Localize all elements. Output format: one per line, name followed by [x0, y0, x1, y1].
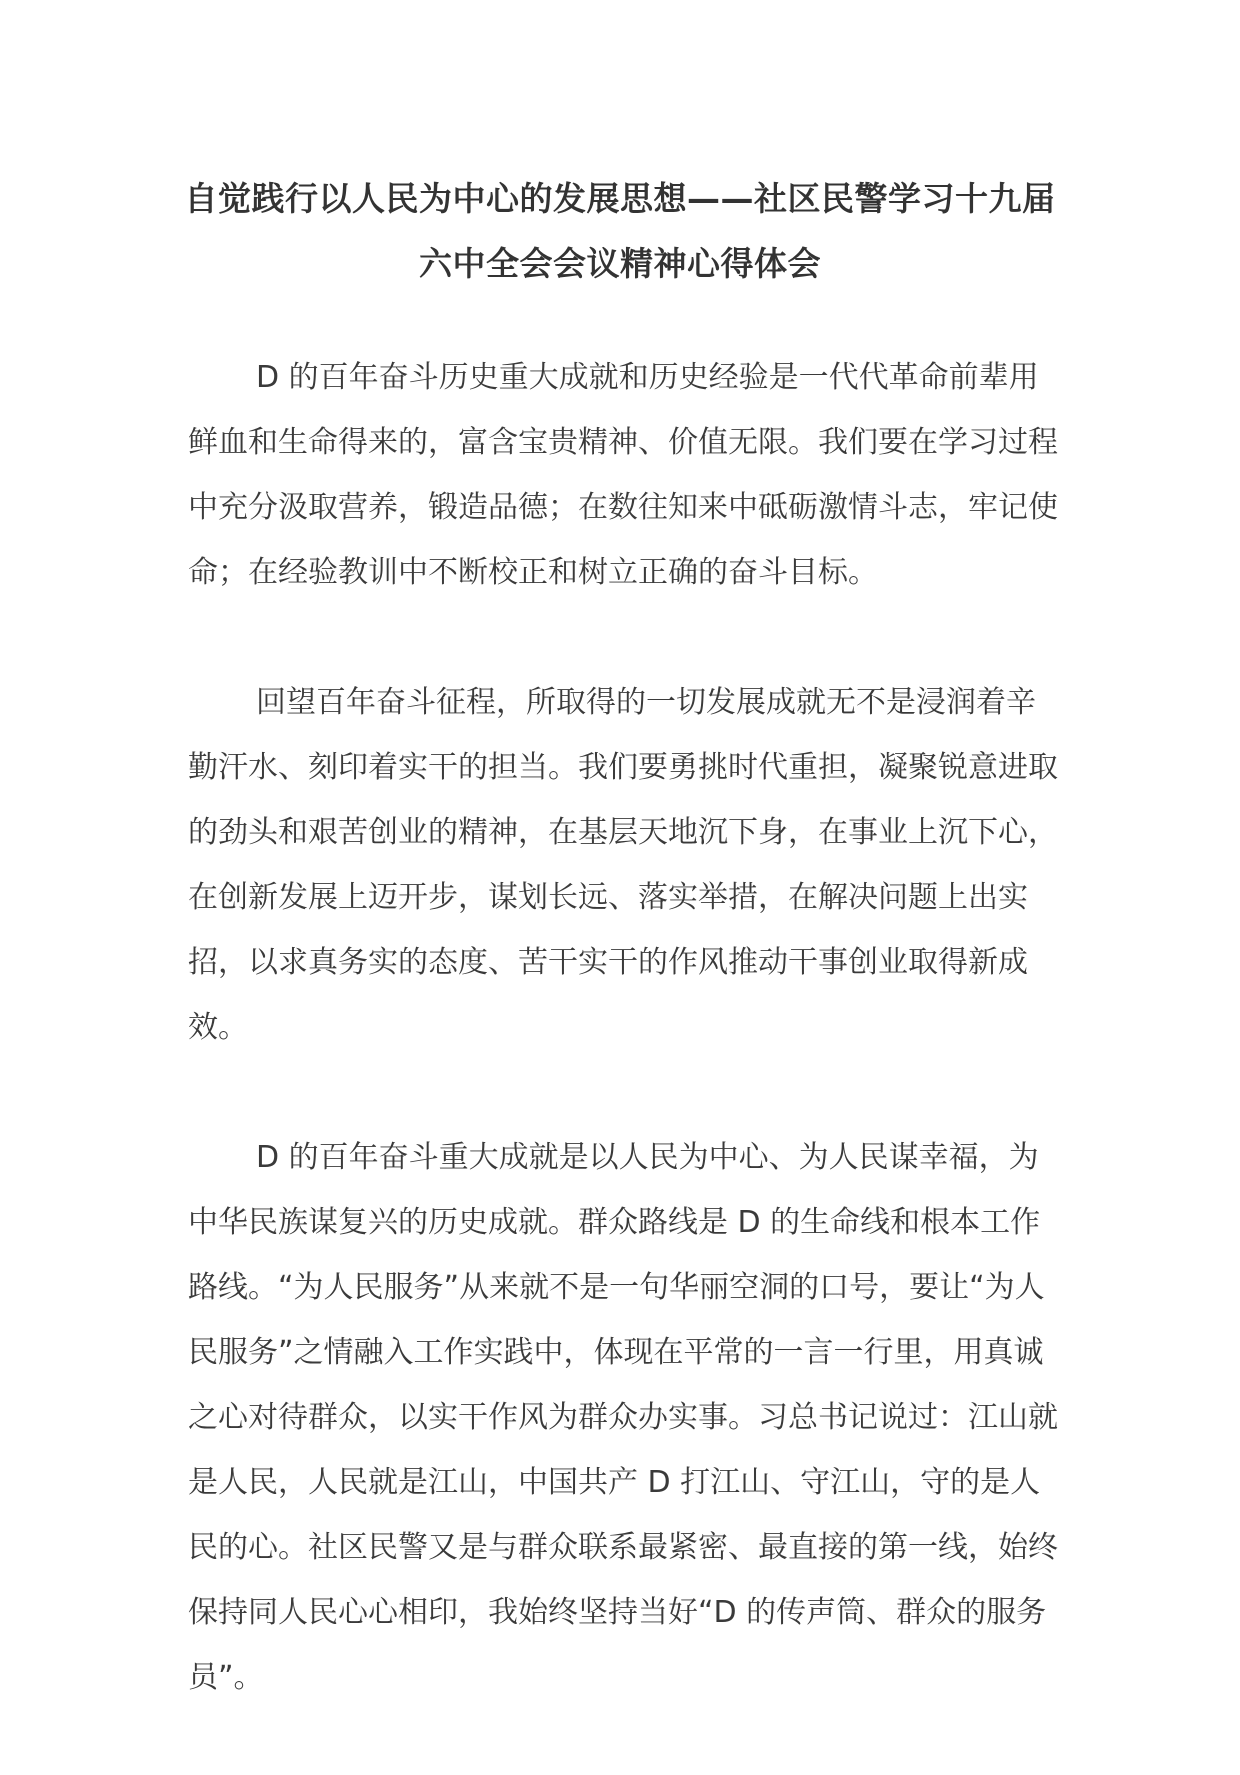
document-title: 自觉践行以人民为中心的发展思想——社区民警学习十九届六中全会会议精神心得体会	[184, 179, 1056, 283]
document-body	[188, 345, 1058, 1775]
paragraph-3: D 的百年奋斗重大成就是以人民为中心、为人民谋幸福，为中华民族谋复兴的历史成就。群众路线是 D 的生命线和根本工作路线。“为人民服务”从来就不是一句华丽空洞的口号，要让“为人民服务”之情融入工作实践中，体现在平常的一言一行里，用真诚之心对待群众，以实干作风为群众办实事。习总书记说过：江山就是人民，人民就是江山，中国共产 D 打江山、守江山，守的是人民的心。社区民警又是与群众联系最紧密、最直接的第一线，始终保持同人民心心相印，我始终坚持当好“D 的传声筒、群众的服务员”。	[188, 1140, 1058, 1695]
paragraph-1: D 的百年奋斗历史重大成就和历史经验是一代代革命前辈用鲜血和生命得来的，富含宝贵精神、价值无限。我们要在学习过程中充分汲取营养，锻造品德；在数往知来中砥砺激情斗志，牢记使命；在经验教训中不断校正和树立正确的奋斗目标。	[188, 360, 1058, 590]
paragraph-2: 回望百年奋斗征程，所取得的一切发展成就无不是浸润着辛勤汗水、刻印着实干的担当。我们要勇挑时代重担，凝聚锐意进取的劲头和艰苦创业的精神，在基层天地沉下身，在事业上沉下心，在创新发展上迈开步，谋划长远、落实举措，在解决问题上出实招，以求真务实的态度、苦干实干的作风推动干事创业取得新成效。	[188, 685, 1058, 1045]
